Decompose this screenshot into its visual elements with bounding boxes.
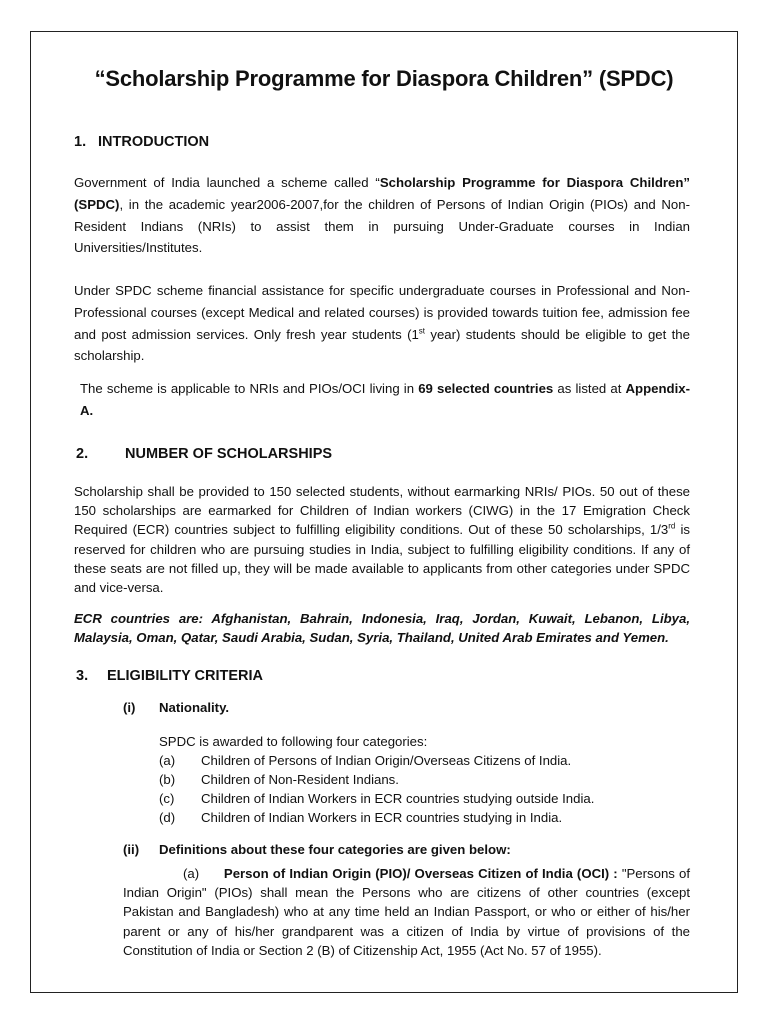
category-text: Children of Non-Resident Indians. <box>201 772 399 787</box>
section-3-number: 3. <box>76 668 89 684</box>
section-3-heading: ELIGIBILITY CRITERIA <box>107 668 264 684</box>
category-letter: (c) <box>159 791 175 806</box>
category-letter: (a) <box>159 753 176 768</box>
subsection-i-title: Nationality. <box>159 700 230 715</box>
category-text: Children of Persons of Indian Origin/Overseas Citizens of India. <box>201 753 572 768</box>
document-title: “Scholarship Programme for Diaspora Children” (SPDC) <box>94 66 674 91</box>
ecr-countries-list: ECR countries are: Afghanistan, Bahrain, Indonesia, Iraq, Jordan, Kuwait, Lebanon, Libya, Malaysia, Oman, Qatar, Saudi Arabia, Sudan, Syria, Thailand, United Arab Emirates and Yemen. <box>74 611 690 646</box>
section-1-number: 1. <box>74 134 87 150</box>
section-2-number: 2. <box>76 446 89 462</box>
subsection-i-number: (i) <box>123 700 136 715</box>
subsection-ii-title: Definitions about these four categories are given below: <box>159 842 511 857</box>
scholarships-paragraph: Scholarship shall be provided to 150 selected students, without earmarking NRIs/ PIOs. 50 out of these 150 scholarships are earmarked for Children of Indian workers (CIWG) in the 17 Emigration Check Required (ECR) countries subject to fulfilling eligibility conditions. Out of these 50 scholarships, 1/3rd is reserved for children who are pursuing studies in India, subject to fulfilling eligibility conditions. If any of these seats are not filled up, they will be made available to applicants from other categories under SPDC and vice-versa. <box>74 484 690 596</box>
subsection-ii-number: (ii) <box>123 842 140 857</box>
category-letter: (d) <box>159 810 176 825</box>
intro-paragraph-3: The scheme is applicable to NRIs and PIOs/OCI living in 69 selected countries as listed at Appendix-A. <box>80 381 690 418</box>
categories-intro: SPDC is awarded to following four categories: <box>159 734 428 749</box>
category-letter: (b) <box>159 772 176 787</box>
category-text: Children of Indian Workers in ECR countries studying in India. <box>201 810 563 825</box>
category-text: Children of Indian Workers in ECR countries studying outside India. <box>201 791 595 806</box>
intro-paragraph-2: Under SPDC scheme financial assistance for specific undergraduate courses in Professional and Non-Professional courses (except Medical and related courses) is provided towards tuition fee, admission fee and post admission services. Only fresh year students (1st year) students should be eligible to get the scholarship. <box>74 283 690 364</box>
pio-definition: (a) Person of Indian Origin (PIO)/ Overseas Citizen of India (OCI) : "Persons of Indian Origin" (PIOs) shall mean the Persons who are citizens of other countries (except Pakistan and Bangladesh) who at any time held an Indian Passport, or who or either of his/her parent or any of his/her grandparent was a citizen of India by virtue of provisions of the Constitution of India or Section 2 (B) of Citizenship Act, 1955 (Act No. 57 of 1955). <box>123 866 691 958</box>
section-1-heading: INTRODUCTION <box>98 134 210 150</box>
section-2-heading: NUMBER OF SCHOLARSHIPS <box>125 446 333 462</box>
intro-paragraph-1: Government of India launched a scheme called “Scholarship Programme for Diaspora Children” (SPDC), in the academic year2006-2007,for the children of Persons of Indian Origin (PIOs) and Non-Resident Indians (NRIs) to assist them in pursuing Under-Graduate courses in Indian Universities/Institutes. <box>74 175 690 256</box>
